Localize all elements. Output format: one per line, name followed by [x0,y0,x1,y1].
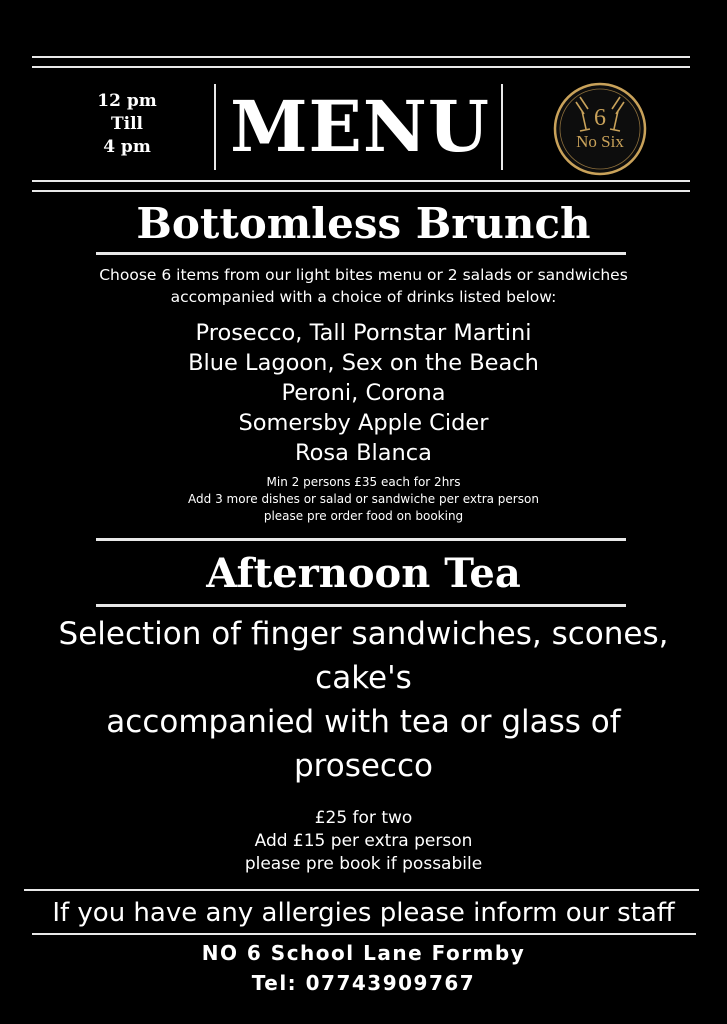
brunch-heading: Bottomless Brunch [136,199,591,248]
brunch-note: Add 3 more dishes or salad or sandwiche per extra person [188,492,539,506]
brunch-notes [0,474,727,525]
drinks-list [0,318,727,468]
drink-item: Somersby Apple Cider [238,410,489,436]
header-top-rule-1 [32,56,690,58]
brunch-note: please pre order food on booking [263,509,464,523]
phone-number: Tel: 07743909767 [251,971,476,995]
tea-heading-underline [96,604,626,607]
tea-heading-overline [96,538,626,541]
header-divider-left [214,84,216,170]
tea-note: Add £15 per extra person [254,831,473,851]
contact-info [0,938,727,998]
tea-note: please pre book if possabile [244,854,483,874]
drink-item: Blue Lagoon, Sex on the Beach [188,350,539,376]
drink-item: Rosa Blanca [295,440,432,466]
brunch-heading-underline [96,252,626,255]
afternoon-tea-description [0,612,727,788]
no-six-logo [552,81,648,177]
header-bottom-rule-2 [32,190,690,192]
tea-desc-line: cake's [315,660,412,696]
drink-item: Prosecco, Tall Pornstar Martini [195,320,532,346]
address: NO 6 School Lane Formby [201,941,526,965]
header-top-rule-2 [32,66,690,68]
brunch-intro-line: accompanied with a choice of drinks listed below: [170,288,557,306]
brunch-intro [0,264,727,308]
allergy-bottom-rule [32,933,696,935]
afternoon-tea-heading: Afternoon Tea [206,550,521,597]
afternoon-tea-notes [0,807,727,876]
hours-till: Till [110,114,144,134]
logo-number: 6 [594,105,606,131]
tea-note: £25 for two [314,808,413,828]
brunch-note: Min 2 persons £35 each for 2hrs [266,475,461,489]
allergy-notice: If you have any allergies please inform our staff [52,898,675,928]
tea-desc-line: prosecco [294,748,433,784]
tea-desc-line: accompanied with tea or glass of [106,704,621,740]
header-bottom-rule-1 [32,180,690,182]
header-divider-right [501,84,503,170]
hours-start: 12 pm [97,91,157,111]
drink-item: Peroni, Corona [281,380,446,406]
tea-desc-line: Selection of finger sandwiches, scones, [58,616,669,652]
service-hours [72,90,182,159]
brunch-intro-line: Choose 6 items from our light bites menu or 2 salads or sandwiches [99,266,628,284]
hours-end: 4 pm [103,137,151,157]
logo-name: No Six [576,132,624,151]
allergy-top-rule [24,889,699,891]
page-title: MENU [230,85,490,168]
